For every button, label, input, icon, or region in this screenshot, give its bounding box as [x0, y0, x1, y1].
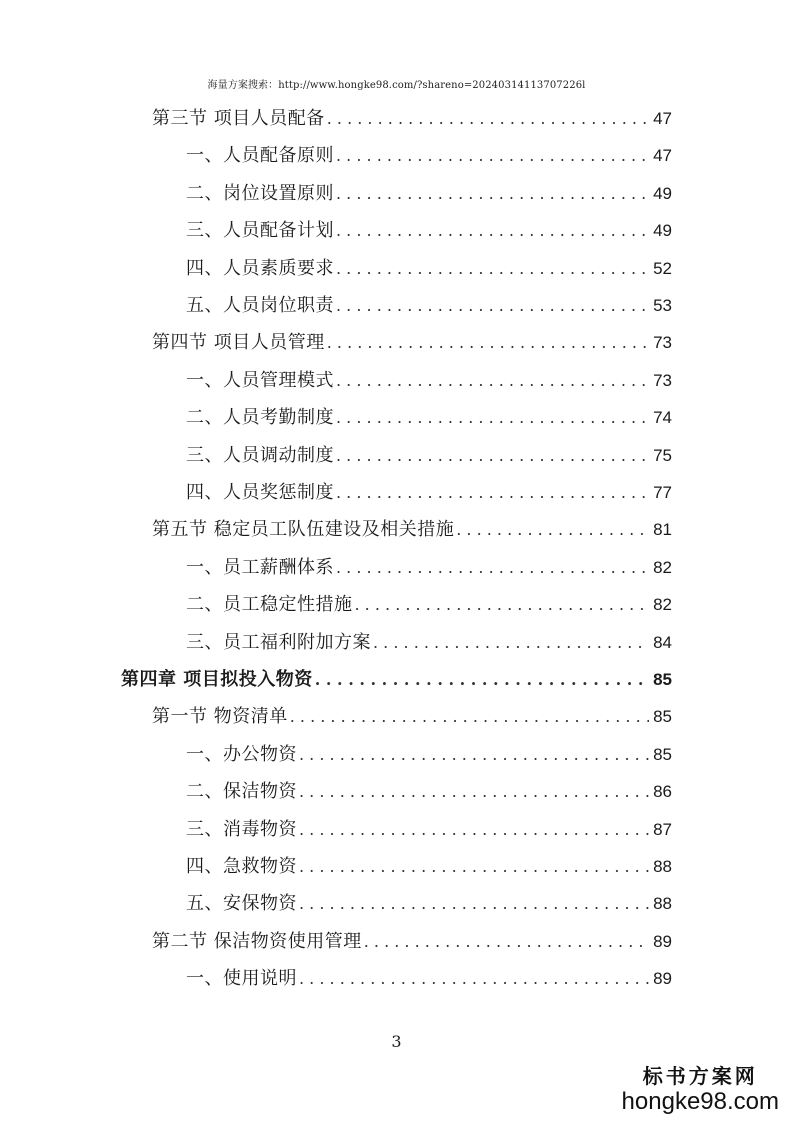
toc-leader-dots [336, 549, 649, 586]
toc-leader-dots [299, 811, 649, 848]
toc-leader-dots [336, 137, 649, 174]
toc-leader-dots [315, 661, 649, 698]
toc-entry-item[interactable] [186, 212, 672, 249]
toc-entry-chapter[interactable] [121, 661, 672, 698]
toc-leader-dots [364, 923, 649, 960]
toc-leader-dots [299, 885, 649, 922]
toc-entry-page: 87 [653, 819, 672, 839]
toc-entry-page: 75 [653, 445, 672, 465]
toc-entry-page: 85 [653, 670, 672, 689]
toc-leader-dots [336, 175, 649, 212]
toc-entry-page: 85 [653, 744, 672, 764]
toc-entry-page: 85 [653, 707, 672, 727]
toc-entry-page: 74 [653, 408, 672, 428]
toc-entry-title: 第一节 物资清单 [152, 706, 288, 728]
toc-entry-title: 一、使用说明 [186, 968, 297, 990]
toc-entry-section[interactable] [152, 511, 672, 548]
toc-entry-item[interactable] [186, 773, 672, 810]
toc-entry-item[interactable] [186, 250, 672, 287]
toc-entry-section[interactable] [152, 698, 672, 735]
toc-entry-title: 第二节 保洁物资使用管理 [152, 930, 362, 952]
toc-entry-title: 五、人员岗位职责 [186, 295, 334, 316]
toc-entry-item[interactable] [186, 437, 672, 474]
toc-entry-page: 77 [653, 483, 672, 502]
watermark-title: 标书方案网 [642, 1064, 758, 1088]
watermark-domain: hongke98.com [621, 1088, 779, 1115]
toc-entry-title: 三、人员配备计划 [186, 220, 334, 242]
toc-entry-title: 第三节 项目人员配备 [152, 108, 325, 129]
toc-entry-title: 一、人员配备原则 [186, 145, 334, 167]
toc-entry-page: 81 [653, 520, 672, 540]
toc-leader-dots [290, 698, 649, 735]
toc-entry-title: 五、安保物资 [186, 893, 297, 915]
toc-entry-section[interactable] [152, 324, 672, 361]
toc-entry-item[interactable] [186, 474, 672, 511]
toc-entry-title: 三、人员调动制度 [186, 444, 334, 466]
toc-leader-dots [336, 362, 649, 399]
toc-entry-item[interactable] [186, 736, 672, 773]
toc-entry-page: 49 [653, 221, 672, 241]
toc-leader-dots [456, 511, 649, 548]
toc-entry-page: 88 [653, 857, 672, 876]
toc-entry-page: 53 [653, 296, 672, 315]
toc-entry-item[interactable] [186, 399, 672, 436]
toc-leader-dots [299, 773, 649, 810]
toc-leader-dots [336, 399, 649, 436]
toc-leader-dots [327, 324, 649, 361]
toc-entry-title: 一、人员管理模式 [186, 369, 334, 391]
toc-leader-dots [327, 100, 649, 137]
toc-entry-page: 89 [653, 931, 672, 951]
toc-entry-title: 四、人员奖惩制度 [186, 482, 334, 503]
toc-leader-dots [299, 848, 649, 885]
toc-entry-page: 73 [653, 333, 672, 353]
toc-entry-title: 四、人员素质要求 [186, 257, 334, 279]
toc-leader-dots [336, 212, 649, 249]
toc-entry-item[interactable] [186, 885, 672, 922]
toc-entry-item[interactable] [186, 960, 672, 997]
toc-leader-dots [336, 287, 649, 324]
toc-entry-section[interactable] [152, 100, 672, 137]
toc-entry-page: 49 [653, 183, 672, 203]
toc-entry-title: 三、消毒物资 [186, 818, 297, 840]
toc-entry-page: 73 [653, 370, 672, 390]
toc-entry-title: 二、人员考勤制度 [186, 407, 334, 429]
toc-entry-page: 86 [653, 782, 672, 802]
toc-entry-title: 二、员工稳定性措施 [186, 594, 353, 616]
toc-entry-title: 一、员工薪酬体系 [186, 556, 334, 578]
toc-entry-item[interactable] [186, 137, 672, 174]
toc-entry-item[interactable] [186, 287, 672, 324]
toc-entry-title: 一、办公物资 [186, 743, 297, 765]
toc-entry-title: 三、员工福利附加方案 [186, 631, 371, 653]
toc-entry-title: 第五节 稳定员工队伍建设及相关措施 [152, 519, 455, 541]
toc-leader-dots [355, 586, 650, 623]
toc-entry-page: 82 [653, 557, 672, 577]
page-number: 3 [391, 1032, 402, 1051]
toc-leader-dots [336, 474, 649, 511]
toc-entry-title: 二、保洁物资 [186, 781, 297, 803]
toc-leader-dots [299, 736, 649, 773]
toc-entry-page: 82 [653, 595, 672, 615]
toc-entry-page: 47 [653, 109, 672, 128]
page-header-url: 海量方案搜索：http://www.hongke98.com/?shareno=20240314113707226l [207, 80, 586, 91]
toc-entry-item[interactable] [186, 175, 672, 212]
toc-entry-title: 二、岗位设置原则 [186, 182, 334, 204]
toc-entry-page: 47 [653, 146, 672, 166]
toc-entry-page: 88 [653, 894, 672, 914]
toc-entry-title: 第四章 项目拟投入物资 [121, 669, 313, 690]
toc-entry-item[interactable] [186, 624, 672, 661]
toc-entry-item[interactable] [186, 811, 672, 848]
toc-leader-dots [336, 437, 649, 474]
toc-leader-dots [299, 960, 649, 997]
toc-entry-item[interactable] [186, 362, 672, 399]
toc-entry-item[interactable] [186, 848, 672, 885]
site-watermark [622, 1064, 779, 1116]
toc-leader-dots [373, 624, 649, 661]
toc-entry-page: 89 [653, 969, 672, 989]
toc-entry-section[interactable] [152, 923, 672, 960]
toc-entry-item[interactable] [186, 586, 672, 623]
toc-entry-title: 四、急救物资 [186, 856, 297, 877]
toc-entry-item[interactable] [186, 549, 672, 586]
toc-leader-dots [336, 250, 649, 287]
toc-entry-page: 52 [653, 258, 672, 278]
toc-entry-page: 84 [653, 632, 672, 652]
toc-entry-title: 第四节 项目人员管理 [152, 332, 325, 354]
